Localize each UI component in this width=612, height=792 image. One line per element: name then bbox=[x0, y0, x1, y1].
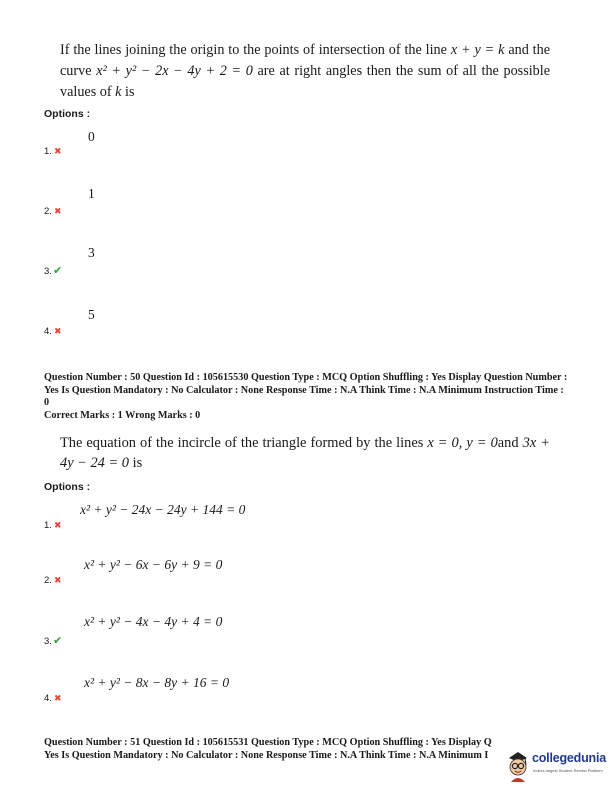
option-number: 4. ✖ bbox=[44, 693, 62, 704]
options-label: Options : bbox=[44, 481, 91, 493]
collegedunia-logo bbox=[505, 748, 609, 784]
cross-icon: ✖ bbox=[53, 693, 62, 703]
option-value: x² + y² − 24x − 24y + 144 = 0 bbox=[80, 502, 246, 517]
option-number: 1. ✖ bbox=[44, 520, 62, 531]
mascot-icon bbox=[505, 748, 531, 782]
question-50-text: The equation of the incircle of the triangle formed by the lines x = 0, y = 0and 3x + 4y − 24 = 0 is bbox=[60, 435, 550, 471]
cross-icon: ✖ bbox=[53, 520, 62, 530]
logo-tagline: India's largest Student Review Platform bbox=[533, 768, 603, 773]
option-number: 2. ✖ bbox=[44, 575, 62, 586]
option-value: x² + y² − 6x − 6y + 9 = 0 bbox=[84, 557, 223, 572]
logo-name: collegedunia bbox=[532, 751, 607, 765]
option-number: 1. ✖ bbox=[44, 146, 62, 157]
cross-icon: ✖ bbox=[53, 146, 62, 156]
option-number: 3.✔ bbox=[44, 265, 63, 277]
option-number: 4. ✖ bbox=[44, 326, 62, 337]
question-49-text: If the lines joining the origin to the points of intersection of the line x + y = k and the curve x² + y² − 2x − 4y + 2 = 0 are at right angles then the sum of all the possible values of k is bbox=[60, 42, 551, 100]
cross-icon: ✖ bbox=[53, 575, 62, 585]
question-50-meta: Question Number : 50 Question Id : 105615530 Question Type : MCQ Option Shuffling : Yes Display Question Number : Yes Is Question Mandatory : No Calculator : None Response Time : N.A Think Time : N.A Minimum Instruction Time : 0 bbox=[44, 372, 568, 408]
option-value: x² + y² − 4x − 4y + 4 = 0 bbox=[84, 614, 223, 629]
line-equation: x + y = k bbox=[450, 42, 505, 58]
option-value: 5 bbox=[88, 307, 95, 322]
cross-icon: ✖ bbox=[53, 326, 62, 336]
option-value: x² + y² − 8x − 8y + 16 = 0 bbox=[84, 675, 230, 690]
options-label: Options : bbox=[44, 108, 91, 120]
option-value: 3 bbox=[88, 245, 95, 260]
option-number: 2. ✖ bbox=[44, 206, 62, 217]
check-icon: ✔ bbox=[52, 635, 63, 647]
option-value: 0 bbox=[88, 129, 95, 144]
check-icon: ✔ bbox=[52, 265, 63, 277]
option-value: 1 bbox=[88, 186, 95, 201]
cross-icon: ✖ bbox=[53, 206, 62, 216]
question-50-marks: Correct Marks : 1 Wrong Marks : 0 bbox=[44, 410, 201, 421]
option-number: 3.✔ bbox=[44, 635, 63, 647]
curve-equation: x² + y² − 2x − 4y + 2 = 0 bbox=[96, 63, 253, 79]
question-51-meta: Question Number : 51 Question Id : 105615531 Question Type : MCQ Option Shuffling : Yes Display Q Yes Is Question Mandatory : No Calculator : None Response Time : N.A Think Time : N.A Minimum I bbox=[44, 737, 492, 761]
